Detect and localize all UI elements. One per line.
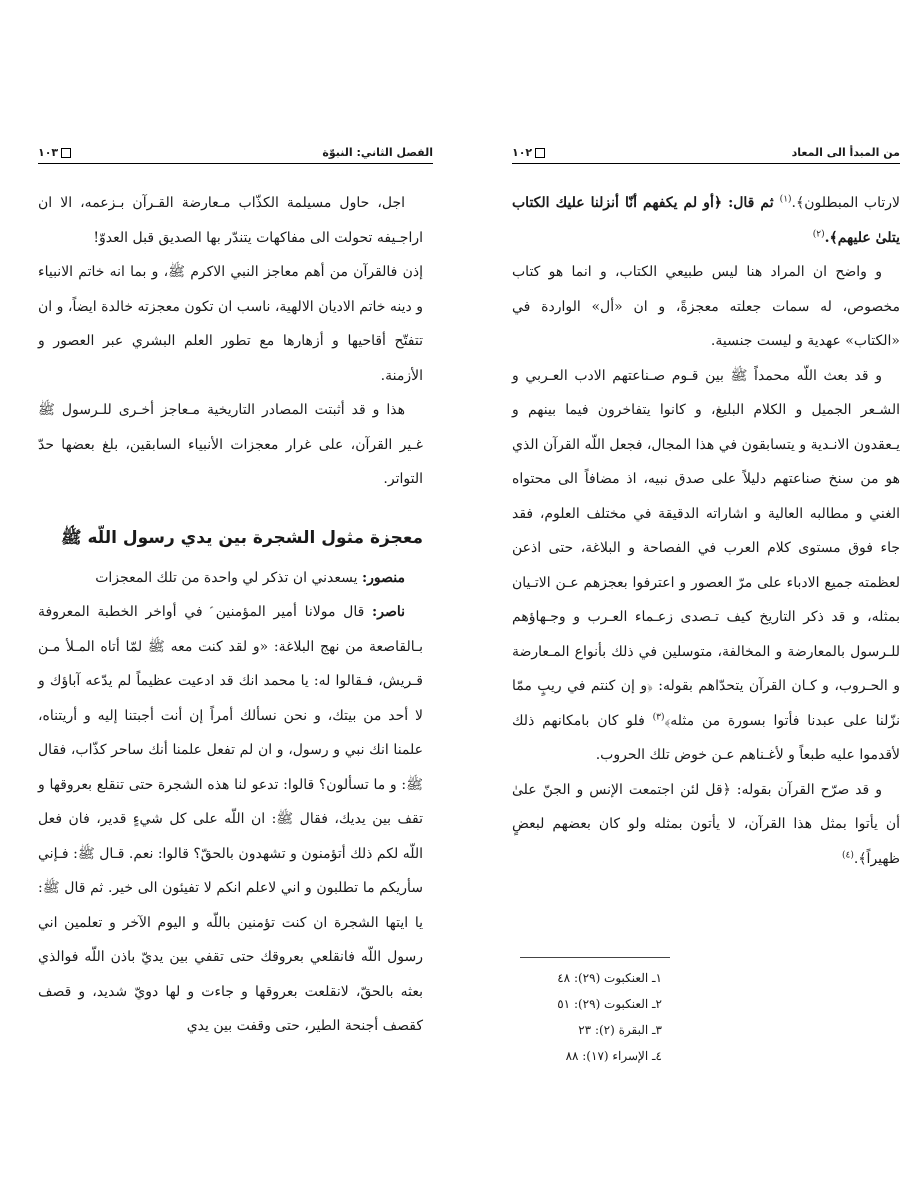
dialogue-line: ناصر: قال مولانا أمير المؤمنين ؑ في أواخر الخطبة المعروفة بـالقاصعة من نهج البلاغة: «و لقد كنت معه ﷺ لمّا أتاه المـلأ مـن قـريش، فـقالوا له: يا محمد انك قد ادعيت عظيماً لم يدّعه آباؤك و لا أحد من بيتك، و نحن نسألك أمراً إن أنت أجبتنا إليه و أريتناه، علمنا انك نبي و رسول، و ان لم تفعل علمنا أنك ساحر كذّاب، فقال ﷺ: و ما تسألون؟ قالوا: تدعو لنا هذه الشجرة حتى تنقلع بعروقها و تقف بين يديك، فقال ﷺ: ان اللّه على كل شيءٍ قدير، فان فعل اللّه لكم ذلك أتؤمنون و تشهدون بالحقّ؟ قالوا: نعم. قـال ﷺ: فـإني سأريكم ما تطلبون و اني لاعلم انكم لا تفيئون الى خير. ثم قال ﷺ: يا ايتها الشجرة ان كنت تؤمنين باللّه و اليوم الآخر و تعلمين اني رسول اللّه فانقلعي بعروقك حتى تقفي بين يديّ باذن اللّه فوالذي بعثه بالحقّ، لانقلعت بعروقها و جاءت و لها دويّ شديد، و قصف كقصف أجنحة الطير، حتى وقفت بين يدي: [38, 604, 423, 1034]
paragraph: و قد صرّح القرآن بقوله: ﴿قل لئن اجتمعت الإنس و الجنّ علىٰ أن يأتوا بمثل هذا القرآن، لا يأتون بمثله ولو كان بعضهم لبعضٍ ظهيراً﴾.$^{(٤)}$: [512, 781, 900, 867]
page-number: ١٠٣: [38, 146, 59, 159]
footnote-ref: (١): [779, 194, 792, 205]
header-title: الفصل الثاني: النبوّة: [322, 146, 433, 159]
footnote-ref: (٢): [812, 228, 825, 239]
footnote-divider: [520, 957, 670, 958]
left-page: [38, 0, 433, 1200]
footnote-ref: (٤): [842, 849, 854, 860]
page-marker-icon: [535, 148, 545, 158]
footnote: ٤ـ الإسراء (١٧): ٨٨: [565, 1049, 662, 1063]
speaker-label: ناصر:: [372, 604, 405, 620]
body-text: [38, 186, 423, 1044]
header-title: من المبدأ الى المعاد: [791, 146, 900, 159]
page-marker-icon: [61, 148, 71, 158]
paragraph: إذن فالقرآن من أهم معاجز النبي الاكرم ﷺ، و بما انه خاتم الانبياء و دينه خاتم الاديان الالهية، ناسب ان تكون معجزته خالدة ايضاً، و ان تتفتّح أقاحيها و أزهارها مع تطور العلم البشري عبر العصور و الأزمنة.: [38, 264, 423, 384]
footnote: ١ـ العنكبوت (٢٩): ٤٨: [557, 971, 662, 985]
paragraph: اجل، حاول مسيلمة الكذّاب مـعارضة القـرآن بـزعمه، الا ان اراجـيفه تحولت الى مفاكهات يتندّر بها الصديق قبل العدوّ!: [38, 195, 423, 246]
running-header: [512, 140, 900, 164]
footnote: ٢ـ العنكبوت (٢٩): ٥١: [557, 997, 662, 1011]
paragraph: و واضح ان المراد هنا ليس طبيعي الكتاب، و انما هو كتاب مخصوص، له سمات جعلته معجزةً، و ان «أل» الواردة في «الكتاب» عهدية و ليست جنسية.: [512, 264, 900, 349]
footnote: ٣ـ البقرة (٢): ٢٣: [578, 1023, 662, 1037]
page-number-block: [512, 146, 545, 160]
paragraph: هذا و قد أثبتت المصادر التاريخية مـعاجز أخـرى للـرسول ﷺ غـير القرآن، على غرار معجزات الأنبياء السابقين، بلغ بعضها حدّ التواتر.: [38, 402, 423, 487]
section-title: معجزة مثول الشجرة بين يدي رسول اللّه ﷺ: [61, 527, 423, 548]
right-page: [512, 0, 900, 1200]
body-text: [512, 186, 900, 876]
speaker-label: منصور:: [361, 569, 405, 586]
footnote-ref: (٣): [652, 711, 665, 722]
footnotes: [557, 965, 662, 1069]
page-number: ١٠٢: [512, 146, 533, 159]
paragraph: و قد بعث اللّه محمداً ﷺ بين قـوم صـناعتهم الادب العـربي و الشـعر الجميل و الكلام البليغ، و كانوا يتفاخرون فيما بينهم و يـعقدون الانـدية و يتسابقون في هذا المجال، فجعل اللّه القرآن الذي هو من سنخ صناعتهم دليلاً على صدق نبيه، اذ مضافاً الى محتواه الغني و مطالبه العالية و اشاراته الدقيقة في مختلف العلوم، فقد جاء فوق مستوى كلام العرب في الفصاحة و البلاغة، حتى اذعن لعظمته جميع الادباء على مرّ العصور و اعترفوا بعجزهم عـن الاتـيان بمثله، و قد ذكر التاريخ كيف تـصدى زعـماء العـرب و وجـهاؤهم للـرسول بالمعارضة و المخالفة، متوسلين في ذلك بأنواع المـعارضة و الحـروب، و كـان القرآن يتحدّاهم بقوله: ﴿و إن كنتم في ريبٍ ممّا نزّلنا على عبدنا فأتوا بسورة من مثله﴾$^{(٣)}$ فلو كان بامكانهم ذلك لأقدموا عليه طبعاً و لأغـناهم عـن خوض تلك الحروب.: [512, 367, 900, 763]
paragraph: لارتاب المبطلون﴾.$^{(١)}$ ثم قال: ﴿أو لم يكفهم أنّا أنزلنا عليك الكتاب يتلىٰ عليهم﴾.$^{(٢)}$: [512, 194, 900, 246]
dialogue-line: منصور: يسعدني ان تذكر لي واحدة من تلك المعجزات: [95, 569, 405, 586]
page-number-block: [38, 146, 71, 160]
running-header: [38, 140, 433, 164]
